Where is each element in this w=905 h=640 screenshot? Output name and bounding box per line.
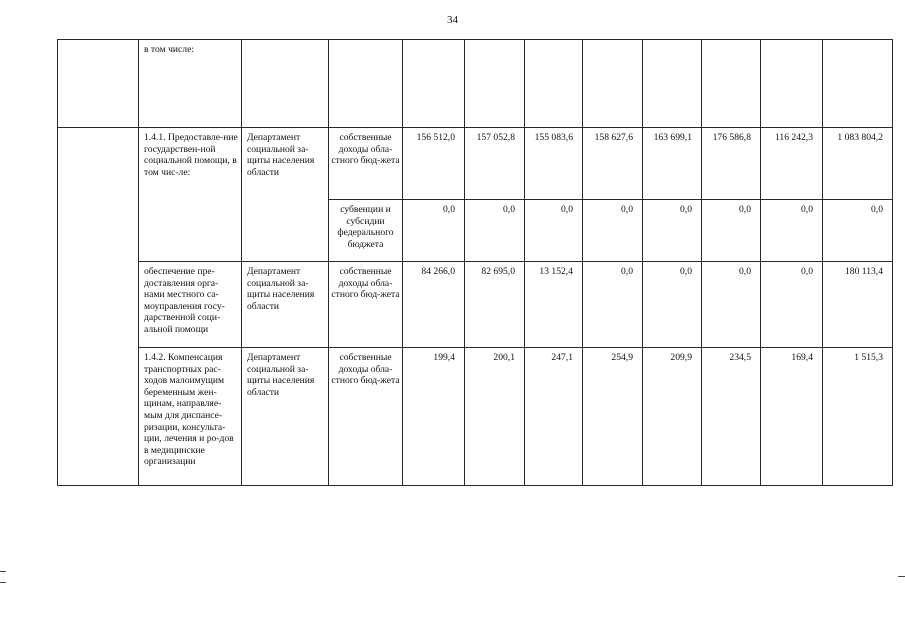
year-value-cell: 0,0 — [465, 200, 525, 262]
measure-name-cell: 1.4.2. Компенсация транспортных рас-ходов малоимущим беременным жен-щинам, направляе-мым для диспансе-ризации, консульта-ции, лечения и ро-дов в медицинские организации — [139, 348, 242, 486]
year-value-cell: 0,0 — [702, 200, 761, 262]
table-row — [58, 262, 893, 348]
year-value-cell: 158 627,6 — [583, 128, 643, 200]
scan-edge-mark — [0, 571, 6, 572]
measure-name-cell: обеспечение пре-доставления орга-нами местного са-моуправления госу-дарственной соци-альной помощи — [139, 262, 242, 348]
year-value-cell — [761, 40, 823, 128]
year-value-cell: 155 083,6 — [525, 128, 583, 200]
scan-edge-mark — [898, 576, 905, 577]
table-row — [58, 40, 893, 128]
year-value-cell: 209,9 — [643, 348, 702, 486]
table-row — [58, 348, 893, 486]
year-value-cell: 0,0 — [702, 262, 761, 348]
year-value-cell: 82 695,0 — [465, 262, 525, 348]
total-value-cell — [823, 40, 893, 128]
measure-name-cell: 1.4.1. Предоставле-ние государствен-ной социальной помощи, в том чис-ле: — [139, 128, 242, 262]
year-value-cell: 84 266,0 — [403, 262, 465, 348]
year-value-cell — [702, 40, 761, 128]
year-value-cell: 234,5 — [702, 348, 761, 486]
year-value-cell: 0,0 — [583, 262, 643, 348]
year-value-cell: 0,0 — [643, 200, 702, 262]
year-value-cell: 169,4 — [761, 348, 823, 486]
year-value-cell: 176 586,8 — [702, 128, 761, 200]
year-value-cell: 0,0 — [403, 200, 465, 262]
year-value-cell: 0,0 — [643, 262, 702, 348]
year-value-cell: 200,1 — [465, 348, 525, 486]
row-index-cell — [58, 40, 139, 128]
year-value-cell: 0,0 — [583, 200, 643, 262]
year-value-cell: 0,0 — [525, 200, 583, 262]
year-value-cell: 0,0 — [761, 200, 823, 262]
executor-cell: Департамент социальной за-щиты населения области — [242, 128, 329, 262]
funding-source-cell: собственные доходы обла-стного бюд-жета — [329, 262, 403, 348]
year-value-cell — [403, 40, 465, 128]
total-value-cell: 1 083 804,2 — [823, 128, 893, 200]
year-value-cell: 157 052,8 — [465, 128, 525, 200]
year-value-cell: 163 699,1 — [643, 128, 702, 200]
year-value-cell: 0,0 — [761, 262, 823, 348]
total-value-cell: 1 515,3 — [823, 348, 893, 486]
budget-table — [57, 39, 893, 486]
executor-cell: Департамент социальной за-щиты населения области — [242, 348, 329, 486]
year-value-cell: 116 242,3 — [761, 128, 823, 200]
total-value-cell: 180 113,4 — [823, 262, 893, 348]
year-value-cell — [643, 40, 702, 128]
funding-source-cell: субвенции и субсидии федерального бюджета — [329, 200, 403, 262]
executor-cell — [242, 40, 329, 128]
year-value-cell: 156 512,0 — [403, 128, 465, 200]
funding-source-cell — [329, 40, 403, 128]
year-value-cell: 199,4 — [403, 348, 465, 486]
year-value-cell: 13 152,4 — [525, 262, 583, 348]
year-value-cell: 254,9 — [583, 348, 643, 486]
row-index-cell — [58, 128, 139, 486]
year-value-cell — [583, 40, 643, 128]
year-value-cell — [525, 40, 583, 128]
funding-source-cell: собственные доходы обла-стного бюд-жета — [329, 348, 403, 486]
measure-name-cell: в том числе: — [139, 40, 242, 128]
funding-source-cell: собственные доходы обла-стного бюд-жета — [329, 128, 403, 200]
total-value-cell: 0,0 — [823, 200, 893, 262]
year-value-cell — [465, 40, 525, 128]
page-number: 34 — [447, 14, 458, 26]
executor-cell: Департамент социальной за-щиты населения области — [242, 262, 329, 348]
table-row — [58, 128, 893, 200]
year-value-cell: 247,1 — [525, 348, 583, 486]
scan-edge-mark — [0, 582, 6, 583]
